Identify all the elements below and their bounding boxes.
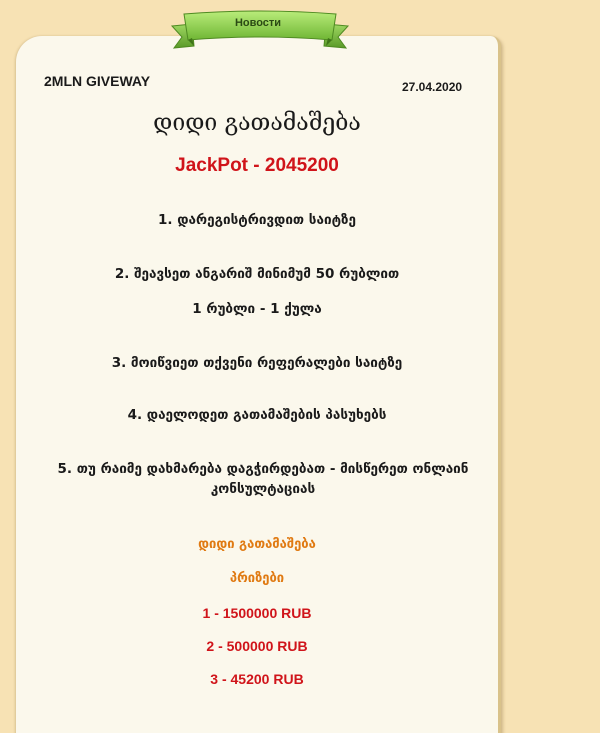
step-item: 2. შეავსეთ ანგარიშ მინიმუმ 50 რუბლით — [114, 266, 400, 282]
step-item: 3. მოიწვიეთ თქვენი რეფერალები საიტზე — [111, 355, 403, 371]
news-ribbon-label: Новости — [234, 17, 282, 29]
prize-item: 3 - 45200 RUB — [210, 671, 304, 687]
step-item: 1. დარეგისტრივდით საიტზე — [158, 212, 356, 228]
step-note: 1 რუბლი - 1 ქულა — [192, 301, 322, 317]
jackpot-amount: JackPot - 2045200 — [175, 155, 339, 176]
news-card — [16, 36, 501, 733]
post-title: 2MLN GIVEWAY — [44, 73, 151, 89]
prize-item: 1 - 1500000 RUB — [202, 605, 312, 621]
headline: დიდი გათამაშება — [153, 110, 361, 136]
step-item: 5. თუ რაიმე დახმარება დაგჭირდებათ - მისწერეთ ონლაინ კონსულტაციას — [57, 461, 469, 497]
step-item: 4. დაელოდეთ გათამაშების პასუხებს — [127, 407, 387, 423]
prize-item: 2 - 500000 RUB — [206, 638, 308, 654]
prizes-subtitle: პრიზები — [229, 571, 285, 586]
post-date: 27.04.2020 — [402, 80, 463, 94]
prizes-title: დიდი გათამაშება — [198, 537, 316, 552]
news-ribbon-banner[interactable] — [170, 10, 350, 52]
